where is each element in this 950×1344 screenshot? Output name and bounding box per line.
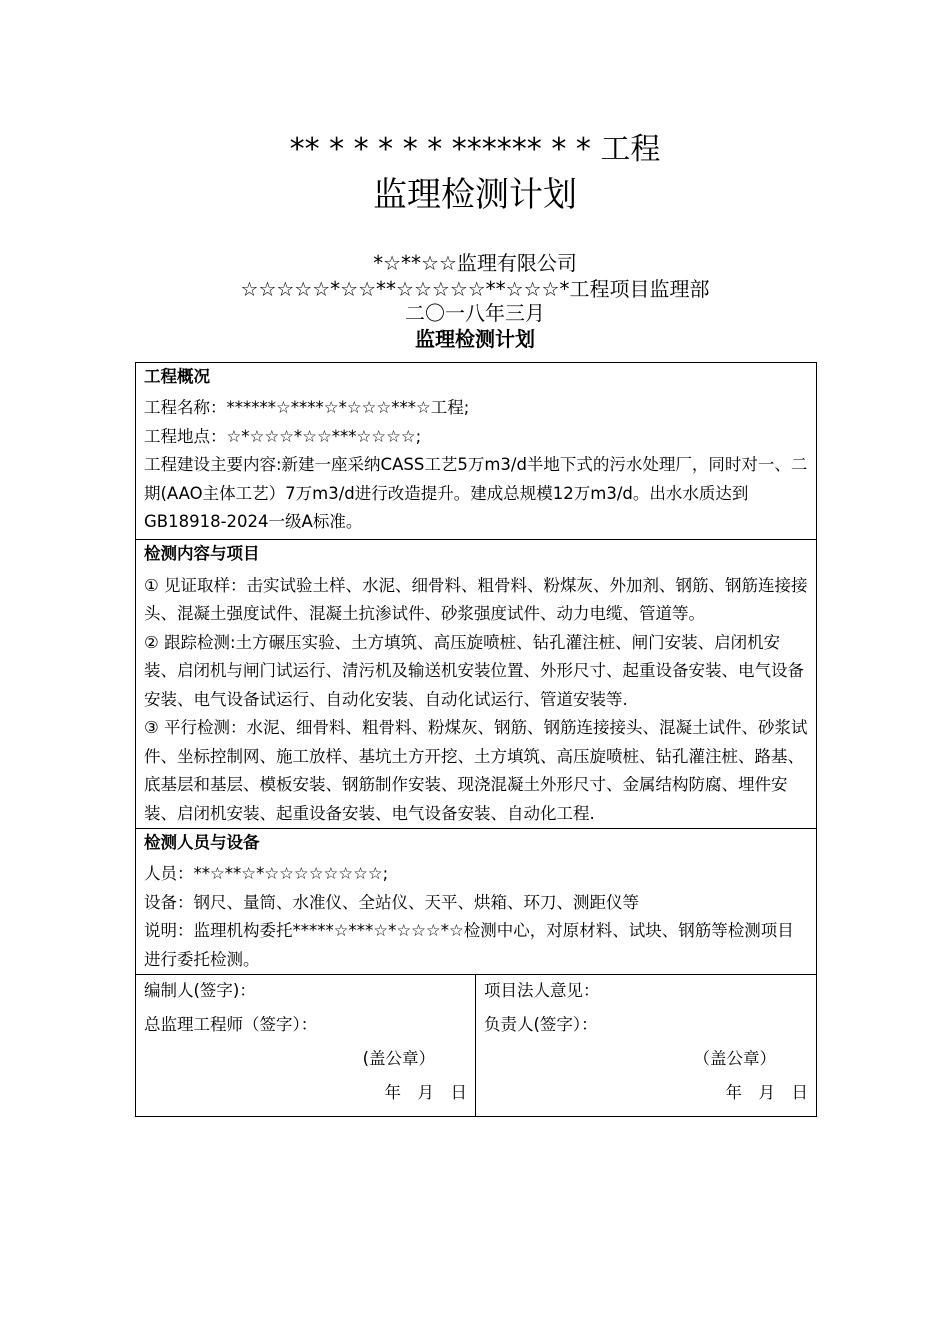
witness-sampling: ① 见证取样：击实试验土样、水泥、细骨料、粗骨料、粉煤灰、外加剂、钢筋、钢筋连接接头、混凝土强度试件、混凝土抗渗试件、砂浆强度试件、动力电缆、管道等。 bbox=[144, 575, 808, 623]
project-name-line: 工程名称：******☆****☆*☆☆☆***☆工程; bbox=[144, 398, 470, 417]
overview-section bbox=[136, 363, 817, 540]
owner-opinion: 项目法人意见： bbox=[484, 981, 600, 1000]
date-right: 年 月 日 bbox=[725, 1083, 808, 1102]
personnel-line: 人员：**☆**☆*☆☆☆☆☆☆☆☆; bbox=[144, 864, 389, 883]
signature-row bbox=[136, 975, 817, 1117]
project-title: ** * * * * * ****** * * 工程 bbox=[289, 132, 661, 167]
staff-section bbox=[136, 829, 817, 975]
overview-heading: 工程概况 bbox=[144, 367, 210, 386]
note-line: 说明：监理机构委托*****☆***☆*☆☆☆*☆检测中心，对原材料、试块、钢筋等检测项目进行委托检测。 bbox=[144, 921, 794, 969]
document-title: 监理检测计划 bbox=[373, 175, 577, 215]
items-heading: 检测内容与项目 bbox=[144, 543, 260, 563]
signature-right bbox=[476, 975, 817, 1117]
table-title: 监理检测计划 bbox=[415, 327, 535, 351]
project-department: ☆☆☆☆☆*☆☆**☆☆☆☆☆**☆☆☆*工程项目监理部 bbox=[240, 277, 710, 301]
tracking-testing: ② 跟踪检测:土方碾压实验、土方填筑、高压旋喷桩、钻孔灌注桩、闸门安装、启闭机安装、启闭机与闸门试运行、清污机及输送机安装位置、外形尺寸、起重设备安装、电气设备安装、电气设备试运行、自动化安装、自动化试运行、管道安装等. bbox=[144, 632, 804, 709]
compiler-signature: 编制人(签字)： bbox=[144, 981, 256, 1000]
date-left: 年 月 日 bbox=[384, 1083, 467, 1102]
signature-left bbox=[136, 975, 476, 1117]
plan-table bbox=[135, 362, 817, 1117]
equipment-line: 设备：钢尺、量筒、水准仪、全站仪、天平、烘箱、环刀、测距仪等 bbox=[144, 892, 639, 912]
staff-heading: 检测人员与设备 bbox=[144, 833, 260, 852]
company-name: *☆**☆☆监理有限公司 bbox=[373, 251, 577, 275]
chief-engineer-signature: 总监理工程师（签字）： bbox=[144, 1015, 318, 1034]
responsible-signature: 负责人(签字）： bbox=[484, 1015, 598, 1034]
items-section bbox=[136, 539, 817, 829]
project-content-line: 工程建设主要内容:新建一座采纳CASS工艺5万m3/d半地下式的污水处理厂，同时对一、二期(AAO主体工艺）7万m3/d进行改造提升。建成总规模12万m3/d。出水水质达到GB18918-2024一级A标准。 bbox=[144, 455, 808, 531]
seal-right: （盖公章） bbox=[693, 1049, 776, 1068]
seal-left: (盖公章） bbox=[362, 1049, 435, 1068]
document-date: 二〇一八年三月 bbox=[405, 301, 545, 325]
parallel-testing: ③ 平行检测：水泥、细骨料、粗骨料、粉煤灰、钢筋、钢筋连接接头、混凝土试件、砂浆试件、坐标控制网、施工放样、基坑土方开挖、土方填筑、高压旋喷桩、钻孔灌注桩、路基、底基层和基层、模板安装、钢筋制作安装、现浇混凝土外形尺寸、金属结构防腐、埋件安装、启闭机安装、起重设备安装、电气设备安装、自动化工程. bbox=[144, 718, 808, 823]
project-location-line: 工程地点：☆*☆☆☆*☆☆***☆☆☆☆; bbox=[144, 426, 422, 446]
